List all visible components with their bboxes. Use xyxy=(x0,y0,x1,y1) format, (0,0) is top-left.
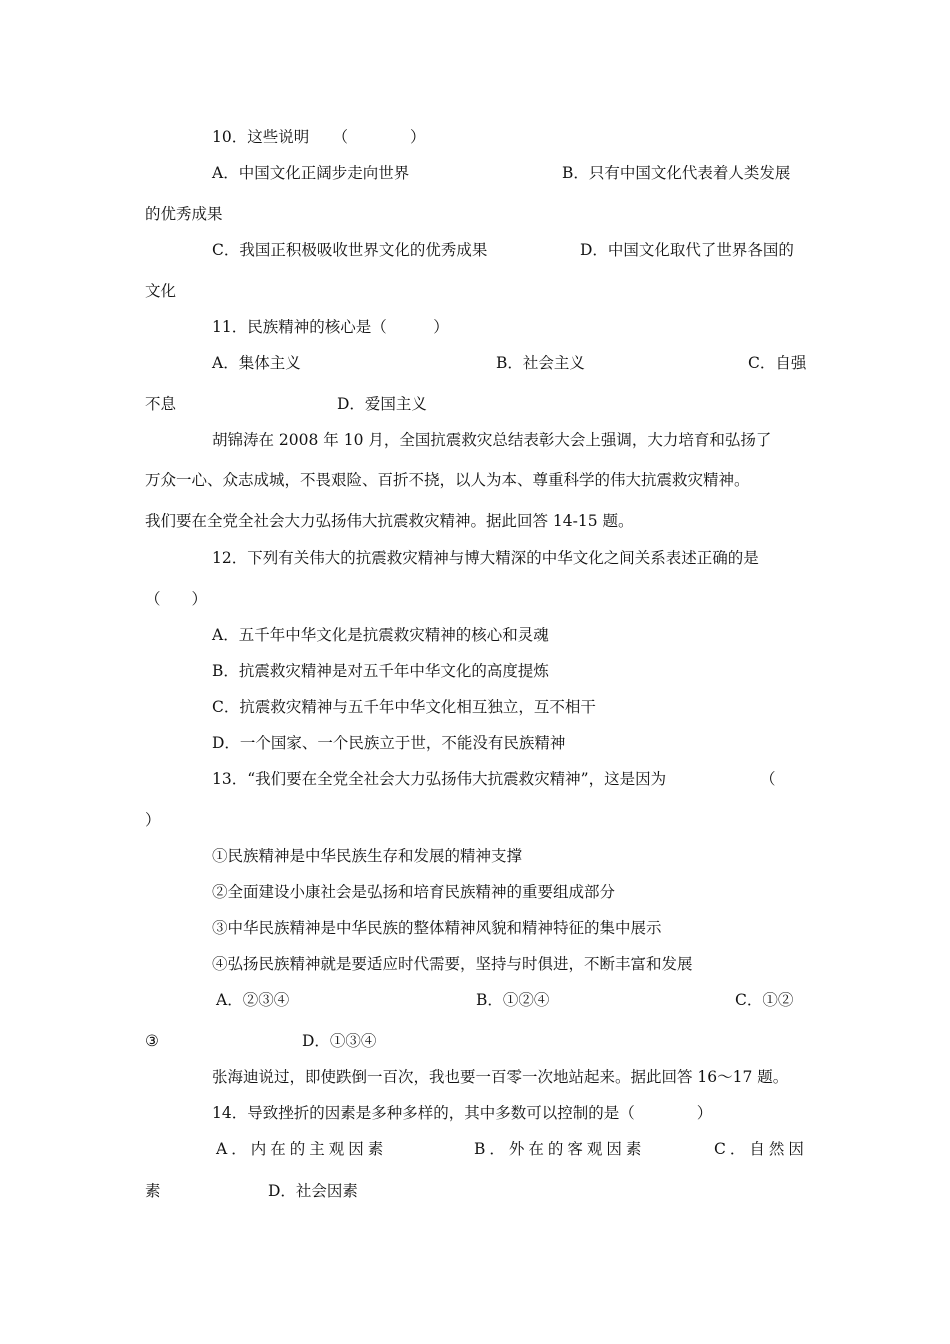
q13-option-d: D．①③④ xyxy=(302,1032,377,1050)
q12-option-d: D．一个国家、一个民族立于世，不能没有民族精神 xyxy=(212,734,566,752)
q13-option-c: C．①② xyxy=(735,991,794,1009)
q12-stem: 12．下列有关伟大的抗震救灾精神与博大精深的中华文化之间关系表述正确的是 xyxy=(212,549,759,567)
q13-statement-2: ②全面建设小康社会是弘扬和培育民族精神的重要组成部分 xyxy=(212,883,616,901)
q10-option-b-continued: 的优秀成果 xyxy=(145,205,223,223)
q14-option-c-continued: 素 xyxy=(145,1182,161,1200)
q12-stem-continued: （ ） xyxy=(145,590,208,608)
q10-option-b: B．只有中国文化代表着人类发展 xyxy=(562,164,791,182)
passage2-line1: 张海迪说过，即使跌倒一百次，我也要一百零一次地站起来。据此回答 16～17 题。 xyxy=(212,1068,789,1086)
q10-option-d: D．中国文化取代了世界各国的 xyxy=(580,241,794,259)
q12-option-b: B．抗震救灾精神是对五千年中华文化的高度提炼 xyxy=(212,662,549,680)
q14-option-a: A．内在的主观因素 xyxy=(216,1140,388,1158)
q12-option-a: A．五千年中华文化是抗震救灾精神的核心和灵魂 xyxy=(212,626,549,644)
passage1-line1: 胡锦涛在 2008 年 10 月，全国抗震救灾总结表彰大会上强调，大力培育和弘扬了 xyxy=(212,431,772,449)
q10-option-c: C．我国正积极吸收世界文化的优秀成果 xyxy=(212,241,488,259)
q13-option-c-continued: ③ xyxy=(145,1032,159,1050)
q14-option-c: C．自然因 xyxy=(714,1140,808,1158)
q11-option-c-continued: 不息 xyxy=(145,395,177,413)
q13-statement-4: ④弘扬民族精神就是要适应时代需要，坚持与时俱进，不断丰富和发展 xyxy=(212,955,693,973)
q13-option-a: A．②③④ xyxy=(216,991,290,1009)
q13-paren-close: ） xyxy=(145,811,161,829)
q13-stem: 13．“我们要在全党全社会大力弘扬伟大抗震救灾精神”，这是因为 xyxy=(212,770,667,788)
q11-stem: 11．民族精神的核心是（ ） xyxy=(212,318,449,336)
q13-paren-open: （ xyxy=(760,770,776,788)
q11-option-d: D．爱国主义 xyxy=(337,395,427,413)
q13-statement-3: ③中华民族精神是中华民族的整体精神风貌和精神特征的集中展示 xyxy=(212,919,662,937)
passage1-line2: 万众一心、众志成城，不畏艰险、百折不挠，以人为本、尊重科学的伟大抗震救灾精神。 xyxy=(145,471,750,489)
q14-option-d: D．社会因素 xyxy=(268,1182,358,1200)
q13-statement-1: ①民族精神是中华民族生存和发展的精神支撑 xyxy=(212,847,523,865)
q11-option-c: C．自强 xyxy=(748,354,807,372)
q13-option-b: B．①②④ xyxy=(476,991,550,1009)
passage1-line3: 我们要在全党全社会大力弘扬伟大抗震救灾精神。据此回答 14-15 题。 xyxy=(145,512,634,530)
q11-option-a: A．集体主义 xyxy=(212,354,301,372)
q10-option-d-continued: 文化 xyxy=(145,282,177,300)
q12-option-c: C．抗震救灾精神与五千年中华文化相互独立，互不相干 xyxy=(212,698,596,716)
q14-stem: 14．导致挫折的因素是多种多样的，其中多数可以控制的是（ ） xyxy=(212,1104,713,1122)
q11-option-b: B．社会主义 xyxy=(496,354,585,372)
q14-option-b: B．外在的客观因素 xyxy=(474,1140,646,1158)
q10-stem: 10．这些说明 （ ） xyxy=(212,128,426,146)
q10-option-a: A．中国文化正阔步走向世界 xyxy=(212,164,410,182)
